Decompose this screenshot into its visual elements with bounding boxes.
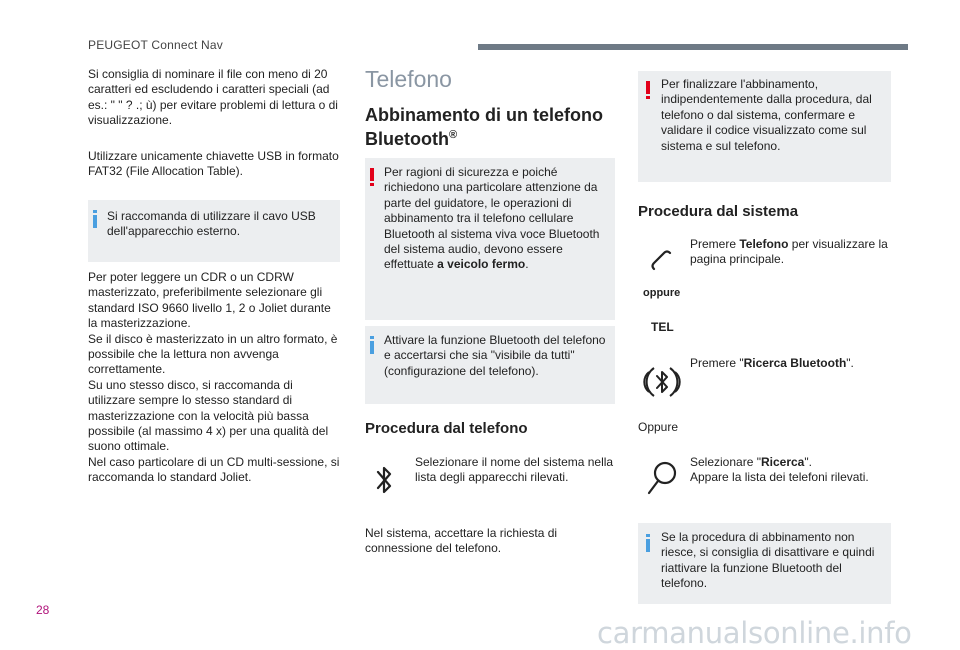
warning-box-safety	[365, 158, 615, 320]
info-icon	[93, 210, 97, 228]
registered-mark: ®	[448, 129, 458, 141]
page-number: 28	[36, 603, 50, 617]
info-text: Se la procedura di abbinamento non riesce, si consiglia di disattivare e quindi riattivare la funzione Bluetooth del telefono.	[661, 530, 875, 591]
warning-icon	[370, 168, 374, 186]
bluetooth-icon	[374, 462, 394, 498]
warning-text: Per finalizzare l'abbinamento, indipendentemente dalla procedura, dal telefono o dal sistema, confermare e validare il codice visualizzato come sul sistema e sul telefono.	[661, 77, 872, 153]
system-step-bluetooth-search: Premere "Ricerca Bluetooth".	[690, 356, 854, 370]
info-text: Si raccomanda di utilizzare il cavo USB dell'apparecchio esterno.	[107, 209, 316, 239]
phone-handset-icon	[649, 248, 675, 274]
cd-speed-paragraph: Su uno stesso disco, si raccomanda di utilizzare sempre lo stesso standard di masterizzazione con la velocità più bassa possibile (al massimo 4 x) per una qualità del suono ottimale.	[88, 377, 329, 454]
system-step-phone: Premere Telefono per visualizzare la pagina principale.	[690, 237, 888, 267]
info-icon	[370, 336, 374, 354]
usb-format-paragraph: Utilizzare unicamente chiavette USB in formato FAT32 (File Allocation Table).	[88, 149, 339, 179]
running-header: PEUGEOT Connect Nav	[88, 38, 223, 52]
cd-standard-paragraph: Per poter leggere un CDR o un CDRW masterizzato, preferibilmente selezionare gli standard ISO 9660 livello 1, 2 o Joliet durante la masterizzazione.	[88, 270, 331, 331]
phone-step-select-system: Selezionare il nome del sistema nella lista degli apparecchi rilevati.	[415, 455, 614, 485]
heading-line-2: Bluetooth	[365, 129, 449, 149]
info-icon	[646, 534, 650, 552]
warning-icon	[646, 81, 650, 99]
info-box-usb-cable	[88, 200, 340, 262]
info-box-bluetooth-visible	[365, 326, 615, 404]
heading-line-1: Abbinamento di un telefono	[365, 105, 603, 125]
usb-filename-paragraph: Si consiglia di nominare il file con meno di 20 caratteri ed escludendo i caratteri speciali (ad es.: " " ? .; ù) per evitare problemi di lettura o di visualizzazione.	[88, 67, 338, 128]
warning-text: Per ragioni di sicurezza e poiché richiedono una particolare attenzione da parte del guidatore, le operazioni di abbinamento tra il telefono cellulare Bluetooth al sistema viva voce Bluetooth del sistema audio, devono essere effettuate a veicolo fermo.	[384, 165, 600, 272]
info-text: Attivare la funzione Bluetooth del telefono e accertarsi che sia "visibile da tutti" (configurazione del telefono).	[384, 333, 606, 378]
accept-connection-paragraph: Nel sistema, accettare la richiesta di connessione del telefono.	[365, 526, 558, 556]
section-title: Telefono	[365, 66, 452, 92]
oppure-label: oppure	[643, 287, 681, 299]
system-step-search: Selezionare "Ricerca". Appare la lista dei telefoni rilevati.	[690, 455, 869, 485]
oppure-text: Oppure	[638, 420, 679, 434]
cd-multisession-paragraph: Nel caso particolare di un CD multi-sessione, si raccomanda lo standard Joliet.	[88, 454, 340, 485]
cd-paragraphs	[88, 270, 343, 486]
header-bar	[478, 44, 908, 50]
watermark: carmanualsonline.info	[597, 616, 912, 650]
tel-button-label[interactable]: TEL	[651, 320, 674, 334]
phone-procedure-heading: Procedura dal telefono	[365, 420, 528, 437]
info-box-retry	[638, 523, 891, 604]
system-procedure-heading: Procedura dal sistema	[638, 203, 799, 220]
bluetooth-search-icon	[640, 360, 684, 404]
warning-box-confirm-code	[638, 71, 891, 182]
cd-format-paragraph: Se il disco è masterizzato in un altro formato, è possibile che la lettura non avvenga correttamente.	[88, 331, 338, 377]
search-icon	[644, 458, 680, 498]
bluetooth-pairing-heading	[365, 105, 625, 149]
